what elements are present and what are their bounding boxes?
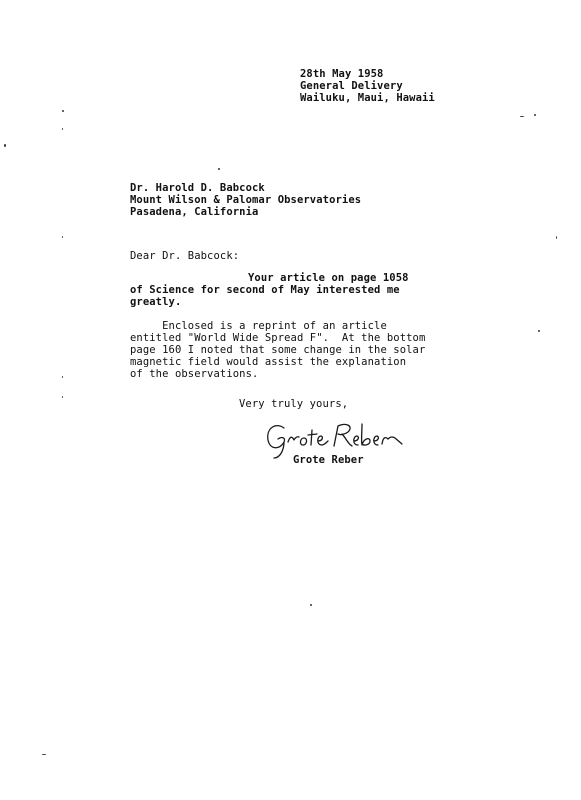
- scan-speck: [62, 128, 63, 130]
- paragraph-2: [130, 320, 425, 380]
- paragraph-1-rest: [130, 284, 400, 308]
- recipient-address: [130, 182, 361, 218]
- scan-speck: [218, 168, 220, 170]
- scan-speck: [534, 114, 536, 116]
- paragraph-2-line-1: Enclosed is a reprint of an article: [130, 320, 387, 332]
- paragraph-2-line-4: magnetic field would assist the explanation: [130, 356, 407, 368]
- scan-speck: [62, 376, 63, 378]
- letter-date: 28th May 1958: [300, 68, 384, 80]
- signature-name: Grote Reber: [293, 454, 364, 466]
- scan-speck: [4, 144, 6, 147]
- recipient-line-2: Mount Wilson & Palomar Observatories: [130, 194, 362, 206]
- paragraph-2-line-3: page 160 I noted that some change in the solar: [130, 344, 426, 356]
- sender-address: [300, 68, 435, 104]
- closing: Very truly yours,: [239, 398, 349, 410]
- sender-line-2: General Delivery: [300, 80, 403, 92]
- sender-line-3: Wailuku, Maui, Hawaii: [300, 92, 435, 104]
- scan-speck: [556, 236, 557, 239]
- recipient-line-3: Pasadena, California: [130, 206, 259, 218]
- scan-speck: [310, 604, 312, 606]
- scan-speck: [62, 236, 63, 238]
- paragraph-1-line-3: greatly.: [130, 296, 182, 308]
- scan-speck: [538, 330, 540, 332]
- paragraph-1-line-1: Your article on page 1058: [248, 272, 409, 284]
- scan-speck: [62, 396, 63, 398]
- scan-speck: [520, 116, 524, 117]
- recipient-line-1: Dr. Harold D. Babcock: [130, 182, 265, 194]
- scan-speck: [62, 110, 64, 112]
- scan-speck: [42, 754, 46, 755]
- paragraph-2-line-2: entitled "World Wide Spread F". At the bottom: [130, 332, 426, 344]
- salutation: Dear Dr. Babcock:: [130, 250, 240, 262]
- paragraph-1-line-2: of Science for second of May interested me: [130, 284, 400, 296]
- paragraph-2-line-5: of the observations.: [130, 368, 259, 380]
